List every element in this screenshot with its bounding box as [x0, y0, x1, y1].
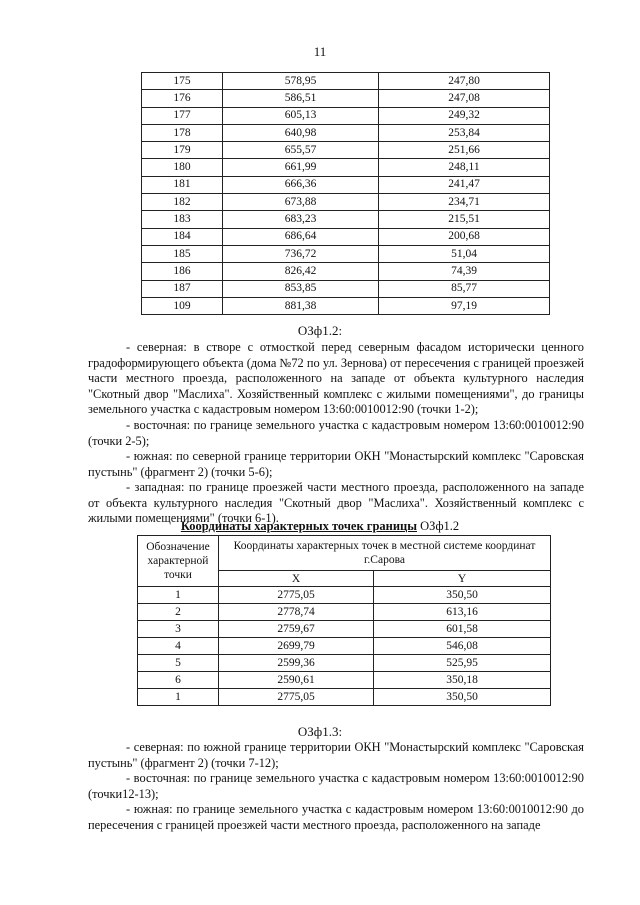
x-coordinate-cell: 2759,67 [219, 621, 374, 638]
table-row [142, 142, 550, 159]
table-row [138, 672, 551, 689]
point-number-cell: 178 [142, 124, 223, 141]
x-coordinate-cell: 673,88 [223, 194, 379, 211]
y-coordinate-cell: 51,04 [379, 245, 550, 262]
boundary-east-paragraph-2: - восточная: по границе земельного участка с кадастровым номером 13:60:0010012:90 (точки12-13); [88, 771, 584, 801]
point-number-cell: 179 [142, 142, 223, 159]
x-coordinate-cell: 853,85 [223, 280, 379, 297]
point-number-cell: 5 [138, 655, 219, 672]
point-number-cell: 184 [142, 228, 223, 245]
table-row [142, 228, 550, 245]
point-number-cell: 182 [142, 194, 223, 211]
table-row [138, 689, 551, 706]
table-row [142, 245, 550, 262]
boundary-east-paragraph: - восточная: по границе земельного участка с кадастровым номером 13:60:0010012:90 (точки 2-5); [88, 418, 584, 448]
y-coordinate-cell: 525,95 [374, 655, 551, 672]
point-number-cell: 109 [142, 297, 223, 314]
table-row [142, 176, 550, 193]
x-coordinate-cell: 661,99 [223, 159, 379, 176]
point-number-cell: 181 [142, 176, 223, 193]
table-row [138, 621, 551, 638]
table-row [138, 604, 551, 621]
point-number-cell: 3 [138, 621, 219, 638]
point-number-cell: 175 [142, 73, 223, 90]
table-row [142, 263, 550, 280]
header-x: X [219, 571, 374, 587]
boundary-west-paragraph: - западная: по границе проезжей части местного проезда, расположенного на западе от объекта культурного наследия "Скотный двор "Маслиха". Хозяйственный комплекс с жилыми помещениями" (точки 6-1). [88, 480, 584, 526]
table-row [138, 655, 551, 672]
point-number-cell: 177 [142, 107, 223, 124]
table-row [142, 280, 550, 297]
point-number-cell: 180 [142, 159, 223, 176]
header-y: Y [374, 571, 551, 587]
section-heading-ozf1-2: ОЗф1.2: [297, 323, 343, 338]
point-number-cell: 187 [142, 280, 223, 297]
y-coordinate-cell: 350,50 [374, 689, 551, 706]
point-number-cell: 183 [142, 211, 223, 228]
x-coordinate-cell: 881,38 [223, 297, 379, 314]
table-row [142, 194, 550, 211]
boundary-north-paragraph: - северная: в створе с отмосткой перед северным фасадом исторически ценного градоформирующего объекта (дома №72 по ул. Зернова) от пересечения с границей проезжей части местного проезда, расположенного на западе от объекта культурного наследия "Скотный двор "Маслиха". Хозяйственный комплекс с жилыми помещениями", до границы земельного участка с кадастровым номером 13:60:0010012:90 (точки 1-2); [88, 340, 584, 417]
table-row [142, 124, 550, 141]
x-coordinate-cell: 826,42 [223, 263, 379, 280]
y-coordinate-cell: 97,19 [379, 297, 550, 314]
point-number-cell: 2 [138, 604, 219, 621]
x-coordinate-cell: 2590,61 [219, 672, 374, 689]
point-number-cell: 185 [142, 245, 223, 262]
coordinates-table-ozf1-2 [137, 535, 551, 706]
point-number-cell: 186 [142, 263, 223, 280]
coordinates-table-continued [141, 72, 550, 315]
x-coordinate-cell: 2775,05 [219, 689, 374, 706]
x-coordinate-cell: 605,13 [223, 107, 379, 124]
y-coordinate-cell: 601,58 [374, 621, 551, 638]
boundary-north-paragraph-2: - северная: по южной границе территории ОКН "Монастырский комплекс "Саровская пустынь" (фрагмент 2) (точки 7-12); [88, 740, 584, 770]
x-coordinate-cell: 666,36 [223, 176, 379, 193]
table-row [142, 90, 550, 107]
point-number-cell: 1 [138, 689, 219, 706]
y-coordinate-cell: 85,77 [379, 280, 550, 297]
header-point-designation: Обозначение характерной точки [138, 536, 219, 587]
section-heading-ozf1-3: ОЗф1.3: [297, 724, 343, 739]
y-coordinate-cell: 350,50 [374, 587, 551, 604]
boundary-south-paragraph-2: - южная: по границе земельного участка с кадастровым номером 13:60:0010012:90 до пересечения с границей проезжей части местного проезда, расположенного на западе [88, 802, 584, 832]
table-row [142, 107, 550, 124]
x-coordinate-cell: 2599,36 [219, 655, 374, 672]
x-coordinate-cell: 586,51 [223, 90, 379, 107]
x-coordinate-cell: 2699,79 [219, 638, 374, 655]
x-coordinate-cell: 2775,05 [219, 587, 374, 604]
y-coordinate-cell: 248,11 [379, 159, 550, 176]
table-row [138, 638, 551, 655]
x-coordinate-cell: 2778,74 [219, 604, 374, 621]
page-number: 11 [313, 44, 327, 59]
table-caption: Координаты характерных точек границы ОЗф1.2 [180, 519, 460, 533]
table-row [138, 587, 551, 604]
table-row [142, 297, 550, 314]
y-coordinate-cell: 350,18 [374, 672, 551, 689]
y-coordinate-cell: 249,32 [379, 107, 550, 124]
table-row [142, 211, 550, 228]
x-coordinate-cell: 686,64 [223, 228, 379, 245]
y-coordinate-cell: 234,71 [379, 194, 550, 211]
point-number-cell: 6 [138, 672, 219, 689]
y-coordinate-cell: 253,84 [379, 124, 550, 141]
y-coordinate-cell: 241,47 [379, 176, 550, 193]
table-row [142, 159, 550, 176]
y-coordinate-cell: 251,66 [379, 142, 550, 159]
y-coordinate-cell: 74,39 [379, 263, 550, 280]
point-number-cell: 1 [138, 587, 219, 604]
y-coordinate-cell: 613,16 [374, 604, 551, 621]
x-coordinate-cell: 578,95 [223, 73, 379, 90]
boundary-south-paragraph: - южная: по северной границе территории ОКН "Монастырский комплекс "Саровская пустынь" (фрагмент 2) (точки 5-6); [88, 449, 584, 479]
table-row [142, 73, 550, 90]
header-coordinates: Координаты характерных точек в местной системе координат г.Сарова [219, 536, 551, 571]
y-coordinate-cell: 215,51 [379, 211, 550, 228]
y-coordinate-cell: 247,80 [379, 73, 550, 90]
x-coordinate-cell: 736,72 [223, 245, 379, 262]
point-number-cell: 4 [138, 638, 219, 655]
x-coordinate-cell: 640,98 [223, 124, 379, 141]
y-coordinate-cell: 200,68 [379, 228, 550, 245]
point-number-cell: 176 [142, 90, 223, 107]
y-coordinate-cell: 546,08 [374, 638, 551, 655]
x-coordinate-cell: 683,23 [223, 211, 379, 228]
x-coordinate-cell: 655,57 [223, 142, 379, 159]
y-coordinate-cell: 247,08 [379, 90, 550, 107]
